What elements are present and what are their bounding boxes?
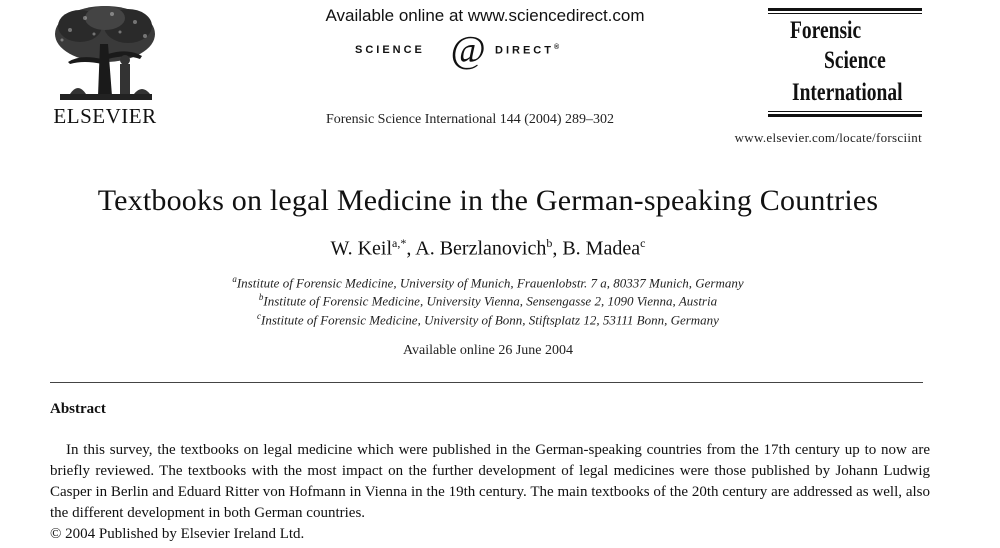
affiliation-text: Institute of Forensic Medicine, University of Bonn, Stiftsplatz 12, 53111 Bonn, Germany xyxy=(261,312,719,328)
journal-url-link[interactable]: www.elsevier.com/locate/forsciint xyxy=(734,130,922,145)
affiliation-mark: b xyxy=(258,292,264,302)
affiliation xyxy=(0,292,976,309)
affiliation-text: Institute of Forensic Medicine, University of Munich, Frauenlobstr. 7 a, 80337 Munich, Germany xyxy=(236,275,744,291)
author-name[interactable]: A. Berzlanovich xyxy=(415,237,547,260)
author-separator: , xyxy=(552,237,563,260)
sciencedirect-at-icon xyxy=(447,31,489,71)
abstract-body xyxy=(50,440,930,524)
journal-citation: Forensic Science International 144 (2004) 289–302 xyxy=(325,112,615,127)
sciencedirect-right-word xyxy=(495,44,559,57)
affiliation-mark: c xyxy=(257,311,262,321)
affiliation-mark: a xyxy=(232,274,237,284)
available-online-link[interactable]: Available online at www.sciencedirect.com xyxy=(325,6,645,25)
journal-logo-rule xyxy=(768,114,922,117)
sciencedirect-right-text: DIRECT xyxy=(495,44,554,57)
registered-mark: ® xyxy=(553,44,560,51)
author-name[interactable]: B. Madea xyxy=(562,237,641,260)
journal-logo-rule xyxy=(768,8,922,11)
abstract-heading: Abstract xyxy=(50,401,106,417)
affiliation xyxy=(0,311,976,328)
publisher-wordmark: ELSEVIER xyxy=(53,104,157,128)
sciencedirect-left-word: SCIENCE xyxy=(355,44,425,56)
journal-logo-rule xyxy=(768,111,922,112)
journal-logo xyxy=(768,8,922,120)
author-affil-mark[interactable]: c xyxy=(640,236,646,250)
journal-logo-line2: Science xyxy=(824,47,886,74)
affiliation-text: Institute of Forensic Medicine, University Vienna, Sensengasse 2, 1090 Vienna, Austria xyxy=(263,293,718,309)
author-separator: , xyxy=(406,237,416,260)
journal-logo-rule xyxy=(768,13,922,14)
author-name[interactable]: W. Keil xyxy=(330,237,393,260)
journal-logo-line3: International xyxy=(792,79,903,106)
affiliation xyxy=(0,274,976,291)
sciencedirect-at-glyph: @ xyxy=(450,31,486,71)
copyright-notice: © 2004 Published by Elsevier Ireland Ltd. xyxy=(50,526,305,542)
available-online-date: Available online 26 June 2004 xyxy=(402,343,574,358)
elsevier-logo xyxy=(40,4,170,128)
author-affil-mark[interactable]: b xyxy=(546,236,553,250)
section-divider xyxy=(50,382,923,383)
paper-title: Textbooks on legal Medicine in the German-speaking Countries xyxy=(97,184,879,217)
abstract-paragraph: In this survey, the textbooks on legal medicine which were published in the German-speaking countries from the 17th century up to now are briefly reviewed. The textbooks with the most impact on the further development of legal medicines were those published by Johann Ludwig Casper in Berlin and Eduard Ritter von Hofmann in Vienna in the 19th century. The main textbooks of the 20th century are addressed as well, also the different development in both German countries. xyxy=(50,442,930,521)
author-affil-mark[interactable]: a,* xyxy=(392,236,407,250)
author-line xyxy=(0,236,976,261)
sciencedirect-logo xyxy=(345,31,635,71)
journal-logo-line1: Forensic xyxy=(790,17,862,44)
elsevier-tree-icon xyxy=(50,4,160,104)
